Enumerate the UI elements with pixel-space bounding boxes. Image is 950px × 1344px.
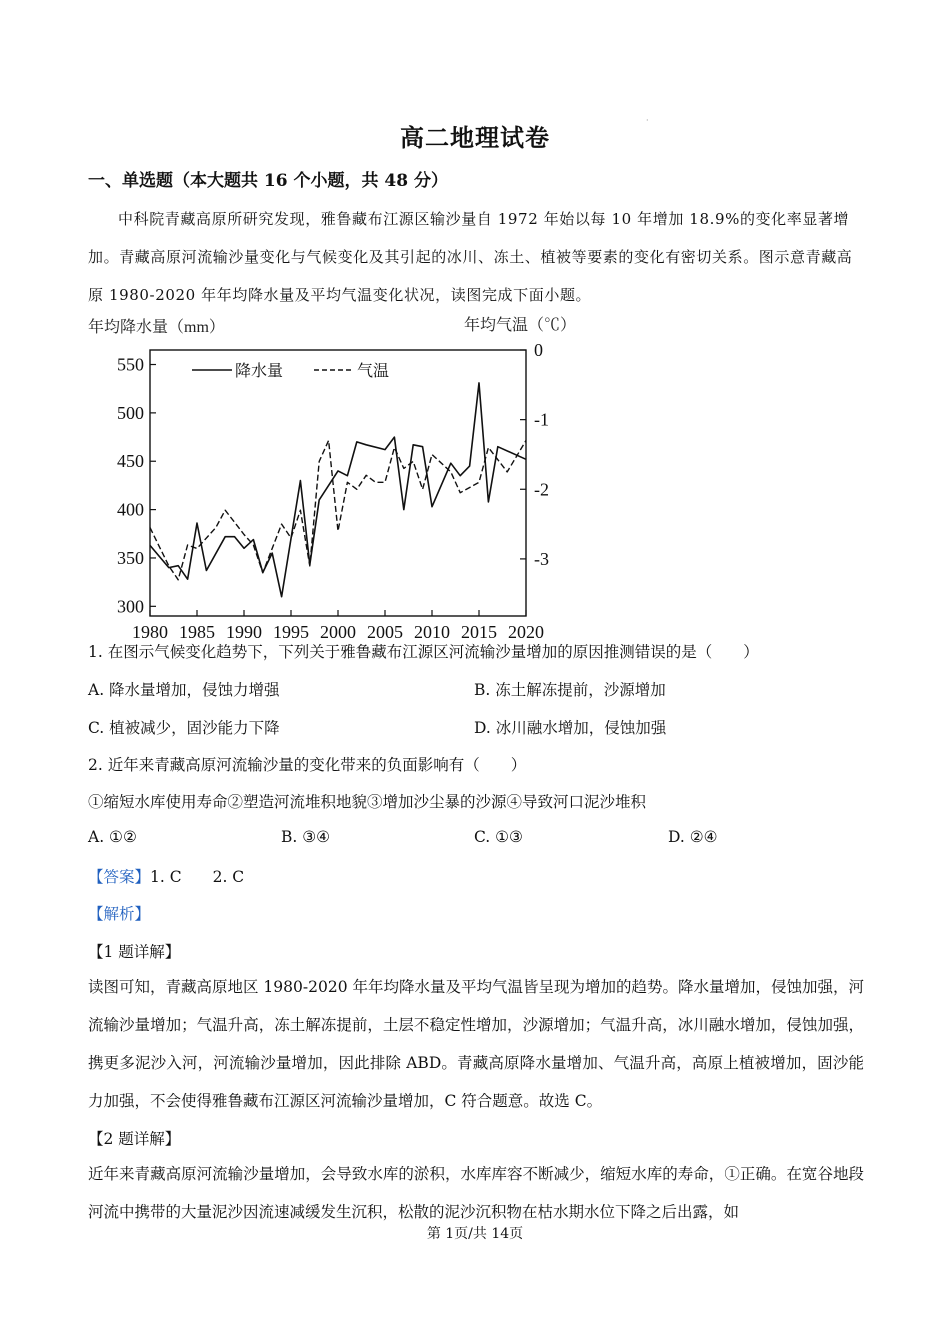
climate-chart	[84, 308, 577, 642]
y-axis-left-label: 年均降水量（mm）	[88, 319, 225, 336]
y-left-tick-label: 300	[117, 596, 144, 617]
x-tick-label: 1985	[179, 622, 215, 642]
x-tick-label: 1990	[226, 622, 262, 642]
x-tick-label: 1980	[132, 622, 168, 642]
q2-option-a: A. ①②	[88, 828, 137, 846]
q2-items: ①缩短水库使用寿命②塑造河流堆积地貌③增加沙尘暴的沙源④导致河口泥沙堆积	[88, 793, 647, 811]
y-right-tick-label: -2	[534, 479, 549, 500]
x-tick-label: 2020	[508, 622, 544, 642]
intro-paragraph: 中科院青藏高原所研究发现，雅鲁藏布江源区输沙量自 1972 年始以每 10 年增加 18.9%的变化率显著增加。青藏高原河流输沙量变化与气候变化及其引起的冰川、冻土、植被等要素的变化有密切关系。图示意青藏高原 1980-2020 年年均降水量及平均气温变化状况，读图完成下面小题。	[88, 210, 853, 304]
page-footer: 第 1页/共 14页	[426, 1226, 524, 1242]
plot-frame	[150, 350, 526, 616]
y-axis-right-label: 年均气温（℃）	[464, 317, 577, 334]
detail1-paragraph: 读图可知，青藏高原地区 1980-2020 年年均降水量及平均气温皆呈现为增加的趋势。降水量增加，侵蚀加强，河流输沙量增加；气温升高，冻土解冻提前，土层不稳定性增加，沙源增加；气温升高，冰川融水增加，侵蚀加强，携更多泥沙入河，河流输沙量增加，因此排除 ABD。青藏高原降水量增加、气温升高，高原上植被增加，固沙能力加强，不会使得雅鲁藏布江源区河流输沙量增加，C 符合题意。故选 C。	[88, 978, 864, 1110]
q1-option-a: A. 降水量增加，侵蚀力增强	[88, 681, 280, 699]
q1-option-c: C. 植被减少，固沙能力下降	[88, 719, 280, 737]
section-heading: 一、单选题（本大题共 16 个小题，共 48 分）	[88, 171, 448, 191]
dot-mark: ·	[646, 116, 649, 125]
precipitation-line	[150, 383, 526, 597]
q1-option-d: D. 冰川融水增加，侵蚀加强	[474, 719, 667, 737]
answer-tag: 【答案】	[88, 868, 151, 886]
q2-stem: 2. 近年来青藏高原河流输沙量的变化带来的负面影响有（ ）	[88, 756, 527, 774]
y-right-tick-label: -1	[534, 409, 549, 430]
y-right-tick-label: 0	[534, 340, 543, 360]
answer-text: 1. C 2. C	[150, 868, 245, 886]
legend	[192, 362, 389, 380]
y-left-tick-label: 500	[117, 402, 144, 423]
q2-option-b: B. ③④	[281, 828, 331, 846]
x-tick-label: 2010	[414, 622, 450, 642]
y-right-tick-label: -3	[534, 548, 549, 569]
q1-stem: 1. 在图示气候变化趋势下，下列关于雅鲁藏布江源区河流输沙量增加的原因推测错误的是（ ）	[88, 643, 759, 661]
x-tick-label: 2005	[367, 622, 403, 642]
x-tick-label: 1995	[273, 622, 309, 642]
page-title: 高二地理试卷	[400, 123, 550, 152]
q1-option-b: B. 冻土解冻提前，沙源增加	[474, 681, 666, 699]
detail2-paragraph: 近年来青藏高原河流输沙量增加，会导致水库的淤积，水库库容不断减少，缩短水库的寿命，①正确。在宽谷地段河流中携带的大量泥沙因流速减缓发生沉积，松散的泥沙沉积物在枯水期水位下降之后出露，如	[88, 1165, 864, 1221]
detail2-tag: 【2 题详解】	[88, 1130, 181, 1148]
x-tick-label: 2015	[461, 622, 497, 642]
answer-line	[88, 865, 244, 887]
y-left-tick-label: 550	[117, 354, 144, 375]
legend-temp-label: 气温	[357, 363, 390, 380]
y-left-tick-label: 450	[117, 451, 144, 472]
y-left-tick-label: 350	[117, 547, 144, 568]
analysis-tag: 【解析】	[88, 905, 151, 923]
q2-option-c: C. ①③	[474, 828, 523, 846]
x-tick-label: 2000	[320, 622, 356, 642]
legend-precip-label: 降水量	[235, 363, 284, 380]
detail1-tag: 【1 题详解】	[88, 943, 181, 961]
y-left-tick-label: 400	[117, 499, 144, 520]
q2-option-d: D. ②④	[668, 828, 718, 846]
